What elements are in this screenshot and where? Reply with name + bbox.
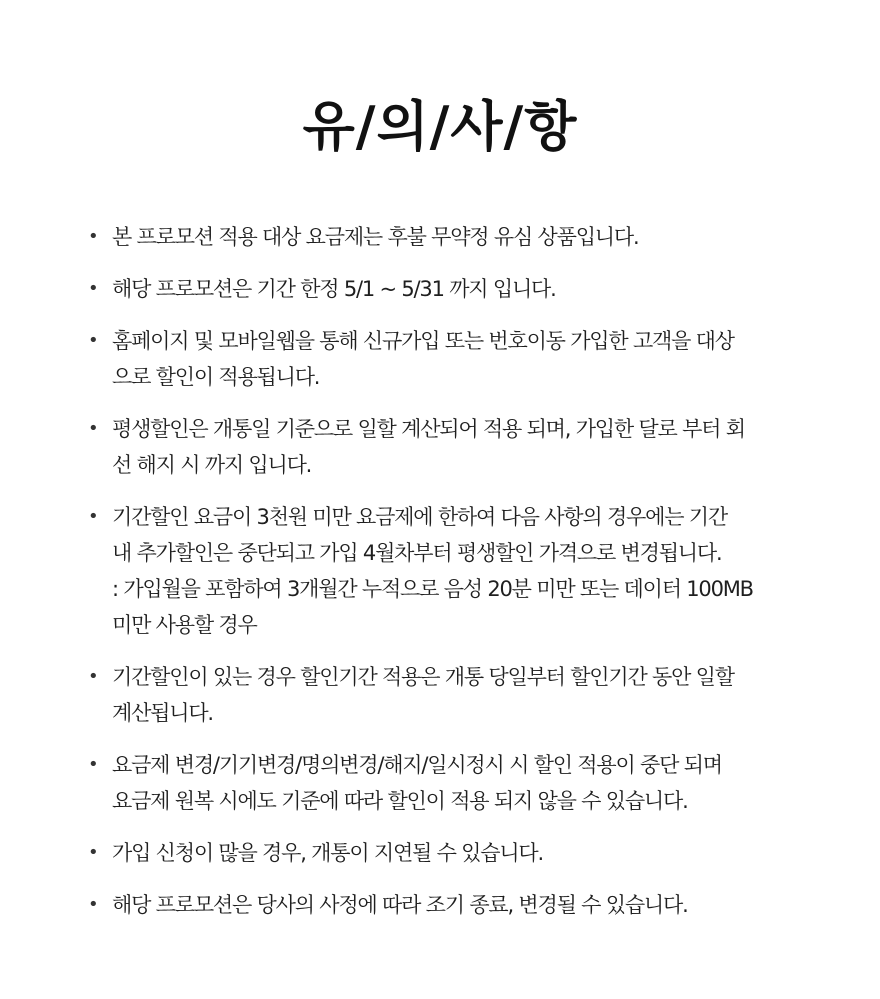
notice-line: 미만 사용할 경우	[112, 613, 257, 637]
notice-item	[86, 411, 806, 483]
bullet-icon: •	[88, 330, 98, 351]
notice-item	[86, 835, 806, 871]
page-title: 유/의/사/항	[302, 95, 578, 158]
notice-line: : 가입월을 포함하여 3개월간 누적으로 음성 20분 미만 또는 데이터 100MB	[112, 577, 753, 601]
notice-line: 내 추가할인은 중단되고 가입 4월차부터 평생할인 가격으로 변경됩니다.	[112, 541, 722, 565]
notice-line: 기간할인 요금이 3천원 미만 요금제에 한하여 다음 사항의 경우에는 기간	[112, 505, 727, 529]
bullet-icon: •	[88, 894, 98, 915]
notice-line: 가입 신청이 많을 경우, 개통이 지연될 수 있습니다.	[112, 841, 543, 865]
bullet-icon: •	[88, 226, 98, 247]
notice-item	[86, 659, 806, 731]
bullet-icon: •	[88, 842, 98, 863]
notice-line: 해당 프로모션은 당사의 사정에 따라 조기 종료, 변경될 수 있습니다.	[112, 893, 688, 917]
notice-line: 으로 할인이 적용됩니다.	[112, 365, 320, 389]
notice-line: 계산됩니다.	[112, 701, 213, 725]
bullet-icon: •	[88, 666, 98, 687]
notice-line: 선 해지 시 까지 입니다.	[112, 453, 312, 477]
notice-item	[86, 271, 806, 307]
notice-line: 기간할인이 있는 경우 할인기간 적용은 개통 당일부터 할인기간 동안 일할	[112, 665, 734, 689]
notice-item	[86, 323, 806, 395]
notice-item	[86, 887, 806, 923]
bullet-icon: •	[88, 506, 98, 527]
notice-line: 요금제 원복 시에도 기준에 따라 할인이 적용 되지 않을 수 있습니다.	[112, 789, 688, 813]
notice-line: 본 프로모션 적용 대상 요금제는 후불 무약정 유심 상품입니다.	[112, 225, 639, 249]
bullet-icon: •	[88, 754, 98, 775]
bullet-icon: •	[88, 278, 98, 299]
notice-item	[86, 747, 806, 819]
notice-line: 홈페이지 및 모바일웹을 통해 신규가입 또는 번호이동 가입한 고객을 대상	[112, 329, 734, 353]
notice-line: 요금제 변경/기기변경/명의변경/해지/일시정시 시 할인 적용이 중단 되며	[112, 753, 722, 777]
notice-item	[86, 219, 806, 255]
notice-list	[86, 219, 806, 939]
notice-line: 평생할인은 개통일 기준으로 일할 계산되어 적용 되며, 가입한 달로 부터 회	[112, 417, 745, 441]
bullet-icon: •	[88, 418, 98, 439]
notice-line: 해당 프로모션은 기간 한정 5/1 ~ 5/31 까지 입니다.	[112, 277, 556, 301]
notice-item	[86, 499, 806, 643]
